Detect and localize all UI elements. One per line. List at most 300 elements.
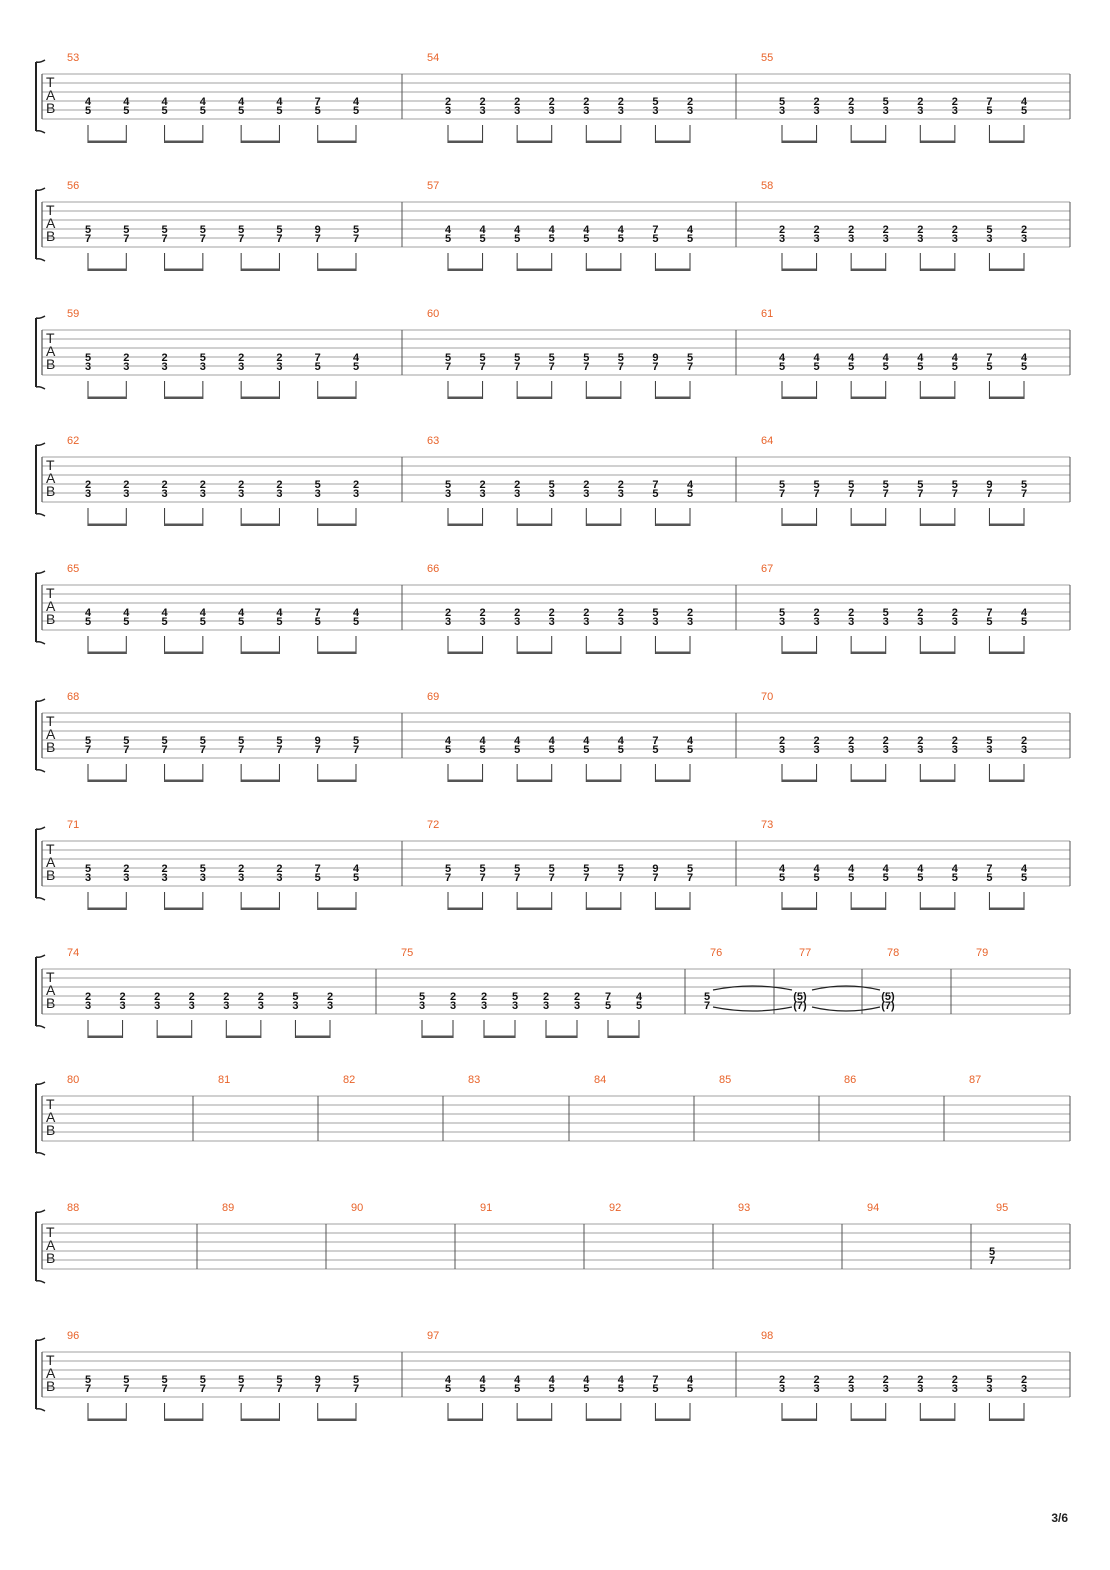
fret-number: 3 (686, 616, 694, 628)
fret-number: 5 (548, 352, 555, 364)
fret-number: 3 (1020, 233, 1028, 245)
fret-number: 7 (951, 488, 958, 500)
fret-number: (7) (793, 1000, 807, 1012)
fret-number: 3 (199, 361, 206, 373)
note-beam (165, 780, 203, 783)
measure-number: 58 (761, 180, 774, 192)
note-beam (851, 397, 886, 400)
fret-number: 3 (951, 616, 958, 628)
fret-number: 5 (84, 616, 92, 628)
fret-number: 2 (444, 96, 452, 108)
fret-number: 5 (778, 361, 786, 373)
fret-number: 3 (223, 1000, 230, 1012)
note-beam (517, 141, 552, 144)
measure (881, 947, 899, 1012)
fret-number: 5 (652, 1383, 659, 1395)
fret-number: 7 (276, 1383, 283, 1395)
note-beam (448, 780, 483, 783)
fret-number: 3 (652, 105, 659, 117)
tab-clef-letter: T (46, 202, 55, 218)
fret-number: 5 (951, 872, 958, 884)
fret-number: 7 (84, 233, 92, 245)
measure-number: 57 (427, 180, 440, 192)
fret-number: 3 (123, 488, 130, 500)
note-beam (851, 1419, 886, 1422)
fret-number: 4 (199, 96, 206, 108)
fret-number: 3 (686, 105, 694, 117)
fret-number: 7 (479, 872, 486, 884)
tab-clef-letter: A (46, 1365, 56, 1381)
measure (401, 947, 643, 1038)
fret-number: 3 (418, 1000, 426, 1012)
fret-number: 4 (444, 735, 452, 747)
fret-number: 2 (449, 991, 457, 1003)
fret-number: 4 (161, 96, 168, 108)
fret-number: 3 (882, 105, 889, 117)
fret-number: 2 (352, 479, 360, 491)
measure (427, 308, 693, 399)
fret-number: 5 (882, 361, 889, 373)
bracket-bottom-hook (36, 642, 45, 644)
note-beam (165, 524, 203, 527)
fret-number: 3 (778, 744, 786, 756)
fret-number: 3 (986, 1383, 993, 1395)
fret-number: 3 (848, 233, 855, 245)
fret-number: 5 (848, 479, 855, 491)
measure (761, 691, 1027, 782)
fret-number: 3 (123, 361, 130, 373)
fret-number: 9 (314, 224, 321, 236)
fret-number: 5 (617, 233, 624, 245)
fret-number: 3 (292, 1000, 299, 1012)
measure-number: 64 (761, 435, 774, 447)
fret-number: 2 (84, 991, 92, 1003)
note-beam (241, 269, 279, 272)
fret-number: 5 (986, 872, 993, 884)
note-beam (655, 397, 690, 400)
fret-number: 3 (238, 361, 245, 373)
fret-number: 3 (542, 1000, 550, 1012)
fret-number: 3 (882, 1383, 889, 1395)
fret-number: 5 (479, 233, 486, 245)
fret-number: 3 (917, 233, 924, 245)
measure-number: 79 (976, 947, 989, 959)
fret-number: 5 (583, 863, 590, 875)
measure-number: 90 (351, 1202, 364, 1214)
tab-clef-letter: B (46, 228, 56, 244)
fret-number: 2 (444, 607, 452, 619)
fret-number: 2 (276, 863, 283, 875)
fret-number: 4 (583, 224, 590, 236)
note-beam (484, 1036, 515, 1039)
fret-number: 2 (778, 224, 786, 236)
fret-number: 5 (84, 735, 92, 747)
measure (793, 947, 880, 1012)
fret-number: 2 (848, 224, 855, 236)
fret-number: 7 (617, 872, 624, 884)
measure-number: 83 (468, 1074, 481, 1086)
fret-number: 7 (986, 607, 993, 619)
note-beam (782, 908, 817, 911)
fret-number: 7 (548, 361, 555, 373)
note-beam (448, 397, 483, 400)
fret-number: 5 (986, 361, 993, 373)
fret-number: 7 (583, 872, 590, 884)
note-beam (655, 780, 690, 783)
fret-number: 5 (238, 616, 245, 628)
fret-number: 3 (444, 105, 452, 117)
fret-number: 2 (199, 479, 206, 491)
measure (989, 1202, 1008, 1267)
fret-number: 3 (951, 744, 958, 756)
note-beam (88, 269, 126, 272)
fret-number: 4 (813, 352, 820, 364)
fret-number: 2 (686, 96, 694, 108)
note-beam (448, 908, 483, 911)
fret-number: 4 (238, 96, 245, 108)
measure-number: 92 (609, 1202, 622, 1214)
fret-number: 4 (583, 1374, 590, 1386)
fret-number: 5 (161, 616, 168, 628)
fret-number: 5 (813, 361, 820, 373)
note-beam (851, 780, 886, 783)
fret-number: 4 (514, 1374, 521, 1386)
fret-number: 2 (617, 96, 624, 108)
fret-number: 7 (444, 872, 452, 884)
fret-number: 4 (276, 96, 283, 108)
fret-number: 4 (635, 991, 643, 1003)
tab-system (36, 180, 1070, 271)
measure (218, 1074, 230, 1086)
tab-system (36, 435, 1070, 526)
measure (704, 947, 792, 1012)
fret-number: 5 (882, 479, 889, 491)
fret-number: 7 (813, 488, 820, 500)
note-beam (88, 780, 126, 783)
note-beam (165, 652, 203, 655)
fret-number: 7 (314, 352, 321, 364)
note-beam (782, 524, 817, 527)
fret-number: 7 (652, 479, 659, 491)
fret-number: 7 (199, 1383, 206, 1395)
bracket-bottom-hook (36, 259, 45, 261)
fret-number: 5 (84, 1374, 92, 1386)
measure-number: 96 (67, 1330, 80, 1342)
fret-number: 5 (161, 1374, 168, 1386)
measure (761, 180, 1027, 271)
measure (67, 308, 360, 399)
fret-number: 2 (848, 96, 855, 108)
fret-number: 5 (199, 224, 206, 236)
fret-number: 3 (514, 616, 521, 628)
fret-number: 7 (123, 1383, 130, 1395)
fret-number: 5 (882, 607, 889, 619)
fret-number: 4 (951, 352, 958, 364)
fret-number: 3 (479, 488, 486, 500)
tab-clef-letter: A (46, 87, 56, 103)
fret-number: 5 (444, 352, 452, 364)
fret-number: 5 (352, 616, 360, 628)
fret-number: 4 (686, 479, 694, 491)
measure-number: 91 (480, 1202, 493, 1214)
fret-number: 3 (548, 105, 555, 117)
note-beam (318, 524, 356, 527)
tab-clef-letter: A (46, 982, 56, 998)
fret-number: 3 (848, 616, 855, 628)
fret-number: 5 (813, 872, 820, 884)
note-beam (920, 141, 955, 144)
fret-number: 5 (123, 224, 130, 236)
fret-number: 2 (257, 991, 264, 1003)
fret-number: 7 (352, 744, 360, 756)
measure-number: 78 (887, 947, 900, 959)
fret-number: 5 (848, 361, 855, 373)
fret-number: 5 (514, 744, 521, 756)
measure (67, 691, 359, 782)
fret-number: 3 (199, 872, 206, 884)
fret-number: 5 (514, 1383, 521, 1395)
fret-number: 4 (778, 863, 786, 875)
fret-number: 2 (778, 735, 786, 747)
note-beam (586, 269, 621, 272)
bracket-top-hook (36, 1082, 45, 1084)
fret-number: 2 (951, 735, 958, 747)
bracket-top-hook (36, 827, 45, 829)
note-beam (517, 1419, 552, 1422)
tab-clef-letter: B (46, 1378, 56, 1394)
fret-number: 5 (778, 96, 786, 108)
fret-number: 4 (548, 735, 555, 747)
tab-clef-letter: A (46, 215, 56, 231)
fret-number: 5 (276, 224, 283, 236)
tab-clef-letter: B (46, 1122, 56, 1138)
measure-number: 76 (710, 947, 723, 959)
fret-number: 5 (778, 479, 786, 491)
tab-clef-letter: T (46, 1096, 55, 1112)
tab-clef-letter: A (46, 1109, 56, 1125)
fret-number: 5 (652, 233, 659, 245)
fret-number: 2 (848, 735, 855, 747)
tab-clef-letter: A (46, 598, 56, 614)
fret-number: 4 (1020, 607, 1028, 619)
fret-number: 5 (604, 1000, 612, 1012)
measure-number: 97 (427, 1330, 440, 1342)
fret-number: 5 (238, 1374, 245, 1386)
fret-number: 4 (548, 1374, 555, 1386)
fret-number: 3 (882, 233, 889, 245)
fret-number: 5 (986, 616, 993, 628)
fret-number: 4 (882, 863, 889, 875)
bracket-bottom-hook (36, 131, 45, 133)
tab-clef-letter: T (46, 969, 55, 985)
fret-number: 7 (276, 744, 283, 756)
fret-number: 7 (986, 352, 993, 364)
fret-number: 7 (84, 744, 92, 756)
note-beam (517, 780, 552, 783)
tab-clef-letter: T (46, 457, 55, 473)
measure (594, 1074, 606, 1086)
note-beam (782, 1419, 817, 1422)
fret-number: 5 (1020, 105, 1028, 117)
bracket-top-hook (36, 60, 45, 62)
fret-number: 5 (583, 352, 590, 364)
tab-clef-letter: B (46, 100, 56, 116)
note-beam (586, 652, 621, 655)
fret-number: 7 (778, 488, 786, 500)
note-beam (241, 1419, 279, 1422)
note-beam (655, 1419, 690, 1422)
fret-number: 5 (778, 607, 786, 619)
fret-number: 3 (583, 105, 590, 117)
measure-number: 63 (427, 435, 440, 447)
note-beam (655, 652, 690, 655)
fret-number: 2 (1020, 1374, 1028, 1386)
fret-number: 5 (986, 224, 993, 236)
fret-number: 3 (314, 488, 321, 500)
note-beam (782, 269, 817, 272)
note-beam (165, 1419, 203, 1422)
fret-number: 3 (583, 616, 590, 628)
fret-number: 3 (951, 233, 958, 245)
tab-clef-letter: A (46, 470, 56, 486)
fret-number: 2 (161, 863, 168, 875)
fret-number: 2 (161, 352, 168, 364)
note-beam (586, 141, 621, 144)
fret-number: 2 (119, 991, 126, 1003)
fret-number: 4 (617, 1374, 624, 1386)
fret-number: 2 (1020, 735, 1028, 747)
measure (67, 819, 360, 910)
fret-number: 2 (917, 224, 924, 236)
measure-number: 80 (67, 1074, 80, 1086)
tab-system (36, 563, 1070, 654)
fret-number: 3 (917, 616, 924, 628)
note-beam (517, 908, 552, 911)
tab-clef-letter: B (46, 995, 56, 1011)
fret-number: 3 (480, 1000, 488, 1012)
fret-number: 3 (123, 872, 130, 884)
fret-number: 4 (514, 735, 521, 747)
note-beam (88, 397, 126, 400)
note-beam (422, 1036, 453, 1039)
measure (867, 1202, 879, 1214)
fret-number: 5 (514, 863, 521, 875)
fret-number: 2 (479, 96, 486, 108)
measure (761, 308, 1028, 399)
fret-number: 3 (917, 105, 924, 117)
measure (427, 691, 694, 782)
fret-number: 9 (314, 1374, 321, 1386)
measure (427, 563, 693, 654)
fret-number: 7 (652, 872, 659, 884)
fret-number: 5 (123, 616, 130, 628)
tab-system (36, 1330, 1070, 1421)
fret-number: 2 (161, 479, 168, 491)
fret-number: 3 (276, 488, 283, 500)
fret-number: 5 (352, 872, 360, 884)
fret-number: 2 (686, 607, 694, 619)
fret-number: 5 (617, 352, 624, 364)
measure-number: 61 (761, 308, 774, 320)
fret-number: 5 (986, 735, 993, 747)
fret-number: 5 (986, 105, 993, 117)
note-beam (920, 908, 955, 911)
fret-number: 7 (617, 361, 624, 373)
fret-number: 5 (123, 735, 130, 747)
fret-number: 3 (161, 872, 168, 884)
fret-number: 2 (813, 607, 820, 619)
measure (761, 1330, 1027, 1421)
note-beam (318, 780, 356, 783)
note-beam (448, 269, 483, 272)
measure-number: 77 (799, 947, 812, 959)
tab-clef-letter: A (46, 343, 56, 359)
fret-number: 2 (617, 607, 624, 619)
measure-number: 73 (761, 819, 774, 831)
fret-number: 4 (84, 96, 92, 108)
measure-number: 88 (67, 1202, 80, 1214)
note-beam (241, 652, 279, 655)
note-beam (517, 397, 552, 400)
tab-clef-letter: T (46, 1224, 55, 1240)
fret-number: 2 (123, 352, 130, 364)
fret-number: 3 (326, 1000, 334, 1012)
fret-number: 3 (199, 488, 206, 500)
note-beam (608, 1036, 639, 1039)
note-beam (920, 269, 955, 272)
bracket-top-hook (36, 1338, 45, 1340)
tie-arc (812, 1007, 880, 1011)
note-beam (782, 652, 817, 655)
fret-number: 5 (778, 872, 786, 884)
fret-number: 2 (583, 479, 590, 491)
fret-number: 5 (444, 863, 452, 875)
measure (427, 819, 693, 910)
bracket-top-hook (36, 1210, 45, 1212)
fret-number: 5 (314, 105, 321, 117)
fret-number: 4 (123, 96, 130, 108)
fret-number: 2 (238, 863, 245, 875)
fret-number: 3 (1020, 744, 1028, 756)
fret-number: 2 (882, 1374, 889, 1386)
note-beam (88, 141, 126, 144)
fret-number: 3 (778, 105, 786, 117)
measure (343, 1074, 355, 1086)
measure (222, 1202, 234, 1214)
measure (976, 947, 988, 959)
fret-number: 4 (352, 352, 360, 364)
fret-number: 2 (882, 735, 889, 747)
fret-number: 4 (276, 607, 283, 619)
fret-number: 3 (479, 105, 486, 117)
fret-number: 5 (951, 361, 958, 373)
fret-number: 2 (514, 479, 521, 491)
fret-number: 4 (848, 352, 855, 364)
measure-number: 85 (719, 1074, 732, 1086)
fret-number: 5 (813, 479, 820, 491)
fret-number: 2 (154, 991, 161, 1003)
fret-number: 5 (314, 479, 321, 491)
fret-number: 3 (548, 616, 555, 628)
fret-number: 5 (583, 744, 590, 756)
fret-number: 7 (703, 1000, 711, 1012)
fret-number: 5 (352, 105, 360, 117)
fret-number: 3 (848, 105, 855, 117)
fret-number: 5 (199, 863, 206, 875)
fret-number: 7 (199, 744, 206, 756)
note-beam (920, 652, 955, 655)
fret-number: 4 (1020, 352, 1028, 364)
